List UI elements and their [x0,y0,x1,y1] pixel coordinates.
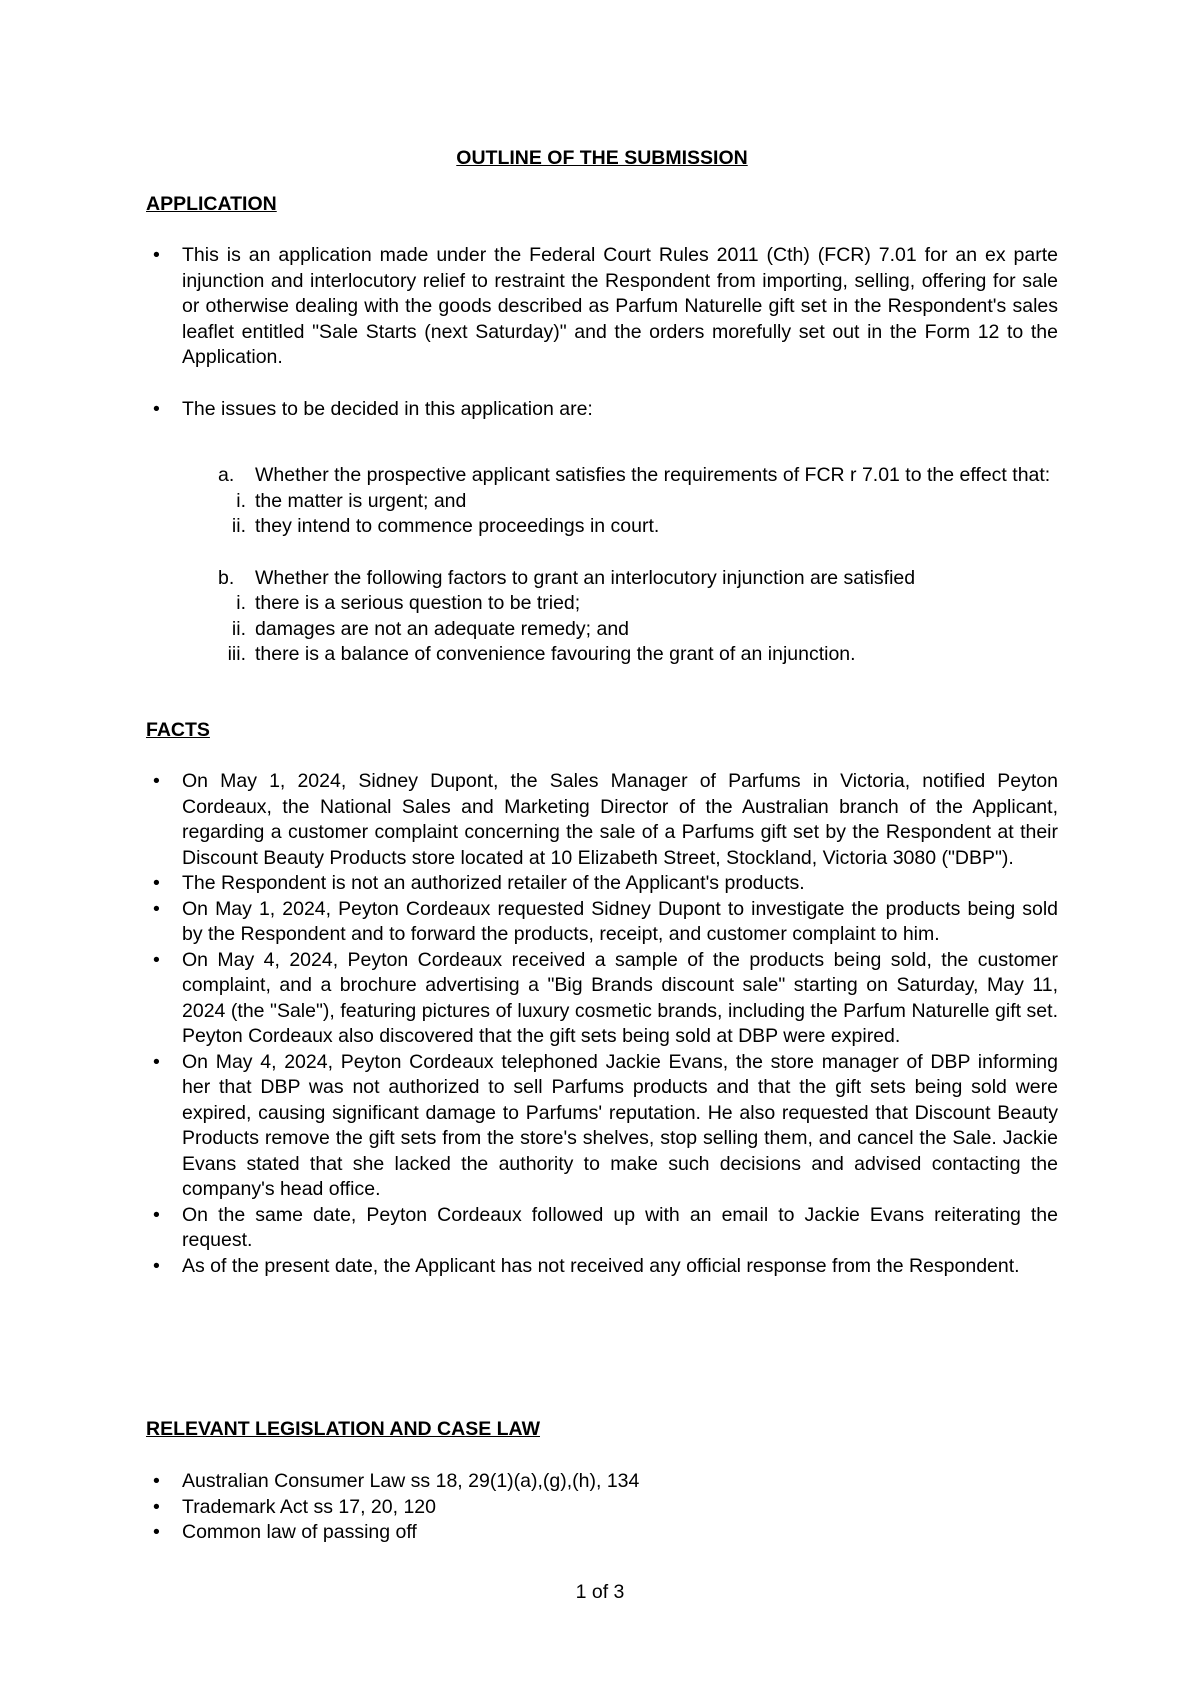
issue-item-b [146,566,1058,668]
fact-item-4: • On May 4, 2024, Peyton Cordeaux received a sample of the products being sold, the customer complaint, and a brochure advertising a "Big Brands discount sale" starting on Saturday, May 11, 2024 (the "Sale"), featuring pictures of luxury cosmetic brands, including the Parfum Naturelle gift set. Peyton Cordeaux also discovered that the gift sets being sold at DBP were expired. [146,948,1058,1050]
subitem-text: there is a balance of convenience favouring the grant of an injunction. [255,643,856,665]
legislation-item-1: • Australian Consumer Law ss 18, 29(1)(a),(g),(h), 134 [146,1469,1058,1495]
subitem-text: they intend to commence proceedings in court. [255,515,660,537]
issue-b-subitems [227,591,1058,668]
subitem-text: the matter is urgent; and [255,489,467,512]
fact-item-6: • On the same date, Peyton Cordeaux followed up with an email to Jackie Evans reiterating the request. [146,1203,1058,1254]
legislation-item-2: • Trademark Act ss 17, 20, 120 [146,1495,1058,1521]
legislation-item-3: • Common law of passing off [146,1520,1058,1546]
issue-a-subitem-1 [182,489,1058,515]
subitem-text: there is a serious question to be tried; [255,592,581,614]
issue-b-subitem-2 [182,617,1058,643]
fact-item-5: • On May 4, 2024, Peyton Cordeaux telephoned Jackie Evans, the store manager of DBP informing her that DBP was not authorized to sell Parfums products and that the gift sets being sold were expired, causing significant damage to Parfums' reputation. He also requested that Discount Beauty Products remove the gift sets from the store's shelves, stop selling them, and cancel the Sale. Jackie Evans stated that she lacked the authority to make such decisions and advised contacting the company's head office. [146,1050,1058,1203]
fact-item-7: • As of the present date, the Applicant has not received any official response from the Respondent. [146,1254,1058,1280]
issues-list [146,463,1058,668]
subitem-marker: iii. [227,643,246,665]
legislation-bullets [146,1469,1058,1546]
application-bullet-1: • This is an application made under the Federal Court Rules 2011 (Cth) (FCR) 7.01 for an ex parte injunction and interlocutory relief to restraint the Respondent from importing, selling, offering for sale or otherwise dealing with the goods described as Parfum Naturelle gift set in the Respondent's sales leaflet entitled "Sale Starts (next Saturday)" and the orders morefully set out in the Form 12 to the Application. [146,243,1058,371]
heading-application: APPLICATION [146,193,277,215]
issue-marker-a: a. [218,464,235,486]
fact-item-3: • On May 1, 2024, Peyton Cordeaux requested Sidney Dupont to investigate the products being sold by the Respondent and to forward the products, receipt, and customer complaint to him. [146,897,1058,948]
issue-a-subitems [231,489,1058,540]
facts-bullets [146,769,1058,1279]
issue-item-a [146,463,1058,540]
fact-item-2: • The Respondent is not an authorized retailer of the Applicant's products. [146,871,1058,897]
application-bullet-2: • The issues to be decided in this application are: [146,397,1058,423]
issue-marker-b: b. [218,566,235,589]
document-title: OUTLINE OF THE SUBMISSION [456,147,748,169]
issue-a-subitem-2 [182,514,1058,540]
issue-text-a: Whether the prospective applicant satisfies the requirements of FCR r 7.01 to the effect that: [255,464,1051,486]
heading-facts: FACTS [146,719,210,741]
issue-text-b: Whether the following factors to grant an interlocutory injunction are satisfied [255,566,916,589]
subitem-text: damages are not an adequate remedy; and [255,617,630,640]
subitem-marker: i. [236,489,246,512]
subitem-marker: ii. [231,617,246,640]
heading-legislation: RELEVANT LEGISLATION AND CASE LAW [146,1418,540,1440]
issue-b-subitem-3 [182,642,1058,668]
subitem-marker: ii. [231,515,246,537]
application-bullets [146,243,1058,422]
fact-item-1: • On May 1, 2024, Sidney Dupont, the Sales Manager of Parfums in Victoria, notified Peyton Cordeaux, the National Sales and Marketing Director of the Australian branch of the Applicant, regarding a customer complaint concerning the sale of a Parfums gift set by the Respondent at their Discount Beauty Products store located at 10 Elizabeth Street, Stockland, Victoria 3080 ("DBP"). [146,769,1058,871]
page-number: 1 of 3 [575,1581,625,1603]
issue-b-subitem-1 [182,591,1058,617]
subitem-marker: i. [236,592,246,614]
